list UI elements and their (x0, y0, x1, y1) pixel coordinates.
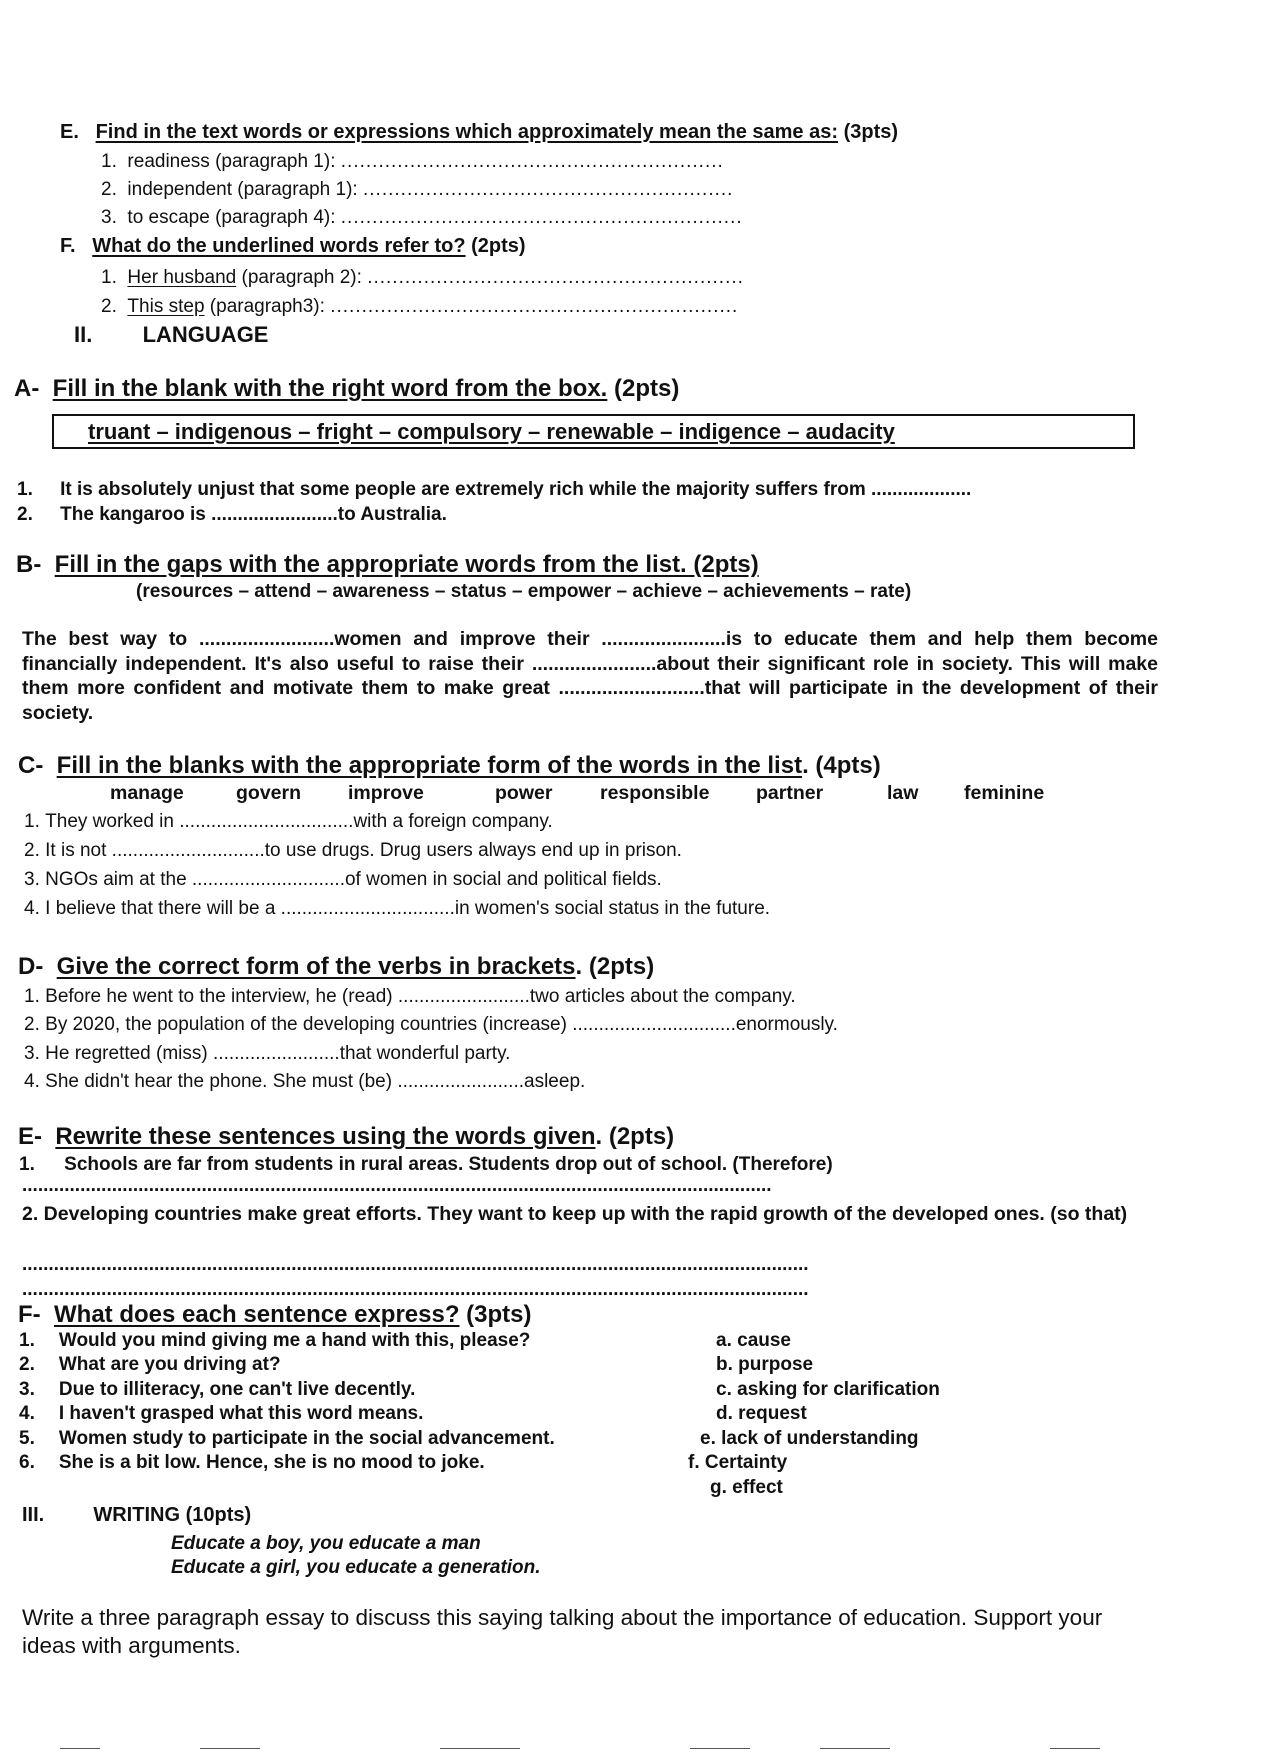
option-item: a. cause (716, 1330, 791, 1351)
writing-prompt: Write a three paragraph essay to discuss this saying talking about the importance of education. Support your ideas with arguments. (22, 1605, 1103, 1658)
scan-artifact (200, 1748, 260, 1749)
list-item: 4. She didn't hear the phone. She must (be) ........................asleep. (24, 1071, 586, 1092)
option-item: d. request (716, 1403, 807, 1424)
list-item: 2. By 2020, the population of the developing countries (increase) ...............................enormously. (24, 1014, 838, 1035)
answer-line: .............................................................................................................................................. (22, 1175, 772, 1196)
word-list-item: govern (236, 782, 302, 804)
list-item: 1. Would you mind giving me a hand with this, please? (19, 1330, 531, 1351)
quote-line: Educate a boy, you educate a man (171, 1533, 481, 1554)
list-item: 2. It is not .............................to use drugs. Drug users always end up in prison. (24, 840, 682, 861)
list-item: 4. I haven't grasped what this word means. (19, 1403, 424, 1424)
word-box (52, 414, 1135, 449)
list-item: 2. independent (paragraph 1): ........................................................... (101, 179, 734, 200)
list-item: 3. to escape (paragraph 4): ................................................................ (101, 207, 743, 228)
word-list-item: partner (756, 782, 824, 804)
option-item: f. Certainty (688, 1452, 788, 1473)
option-item: b. purpose (716, 1354, 814, 1375)
list-item: 4. I believe that there will be a .................................in women's social status in the future. (24, 898, 771, 919)
word-list-item: responsible (600, 782, 710, 804)
word-list-item: feminine (964, 782, 1045, 804)
option-item: c. asking for clarification (716, 1379, 940, 1400)
word-list-item: power (495, 782, 553, 804)
list-item: 3. NGOs aim at the .............................of women in social and political fields. (24, 869, 662, 890)
list-item: 2. What are you driving at? (19, 1354, 281, 1375)
list-item: 1. They worked in .................................with a foreign company. (24, 811, 553, 832)
section-writing-heading: III. WRITING (10pts) (22, 1504, 252, 1526)
word-list-item: improve (348, 782, 424, 804)
list-item: 1. Schools are far from students in rural areas. Students drop out of school. (Therefore) (19, 1154, 833, 1175)
part-f-heading: F. What do the underlined words refer to? (2pts) (60, 235, 526, 257)
list-item: 3. He regretted (miss) ........................that wonderful party. (24, 1043, 511, 1064)
scan-artifact (690, 1748, 750, 1749)
part-b-heading: B- Fill in the gaps with the appropriate words from the list. (2pts) (16, 551, 759, 578)
list-item: 1. Before he went to the interview, he (read) .........................two articles about the company. (24, 986, 796, 1007)
section-language-heading: II. LANGUAGE (74, 322, 269, 347)
list-item: 1. Her husband (paragraph 2): ............................................................ (101, 267, 744, 288)
list-item: 1. It is absolutely unjust that some people are extremely rich while the majority suffers from ................... (17, 479, 972, 500)
part-c-heading: C- Fill in the blanks with the appropriate form of the words in the list. (4pts) (18, 752, 881, 779)
gap-fill-paragraph: The best way to .........................women and improve their .......................is to educate them and help them become financially independent. It's also useful to raise their .......................about their significant role in society. This will make them more confident and motivate them to make great ...........................that will participate in the development of their society. (22, 628, 1158, 724)
answer-line: ..................................................................................................................................................... (22, 1254, 809, 1275)
part-f-express-heading: F- What does each sentence express? (3pts) (18, 1301, 532, 1328)
part-a-heading: A- Fill in the blank with the right word from the box. (2pts) (14, 375, 680, 402)
word-box-words: truant – indigenous – fright – compulsory – renewable – indigence – audacity (88, 419, 895, 444)
option-item: g. effect (710, 1477, 783, 1498)
scan-artifact (820, 1748, 890, 1749)
option-item: e. lack of understanding (700, 1428, 919, 1449)
list-item: 5. Women study to participate in the social advancement. (19, 1428, 555, 1449)
answer-line: ..................................................................................................................................................... (22, 1279, 809, 1300)
scan-artifact (60, 1748, 100, 1749)
list-item: 3. Due to illiteracy, one can't live decently. (19, 1379, 416, 1400)
scan-artifact (440, 1748, 520, 1749)
part-e-rewrite-heading: E- Rewrite these sentences using the words given. (2pts) (18, 1123, 675, 1150)
word-list: (resources – attend – awareness – status – empower – achieve – achievements – rate) (136, 581, 912, 602)
word-list-item: law (887, 782, 919, 804)
list-item: 2. Developing countries make great efforts. They want to keep up with the rapid growth of the developed ones. (so that) (22, 1203, 1128, 1225)
part-d-heading: D- Give the correct form of the verbs in brackets. (2pts) (18, 953, 655, 980)
quote-line: Educate a girl, you educate a generation. (171, 1557, 541, 1578)
list-item: 2. This step (paragraph3): ................................................................. (101, 296, 739, 317)
part-e-heading: E. Find in the text words or expressions which approximately mean the same as: (3pts) (60, 121, 899, 143)
scan-artifact (1050, 1748, 1100, 1749)
word-list-item: manage (110, 782, 184, 804)
list-item: 2. The kangaroo is ........................to Australia. (17, 504, 447, 525)
list-item: 1. readiness (paragraph 1): ............................................................. (101, 151, 724, 172)
list-item: 6. She is a bit low. Hence, she is no mood to joke. (19, 1452, 485, 1473)
